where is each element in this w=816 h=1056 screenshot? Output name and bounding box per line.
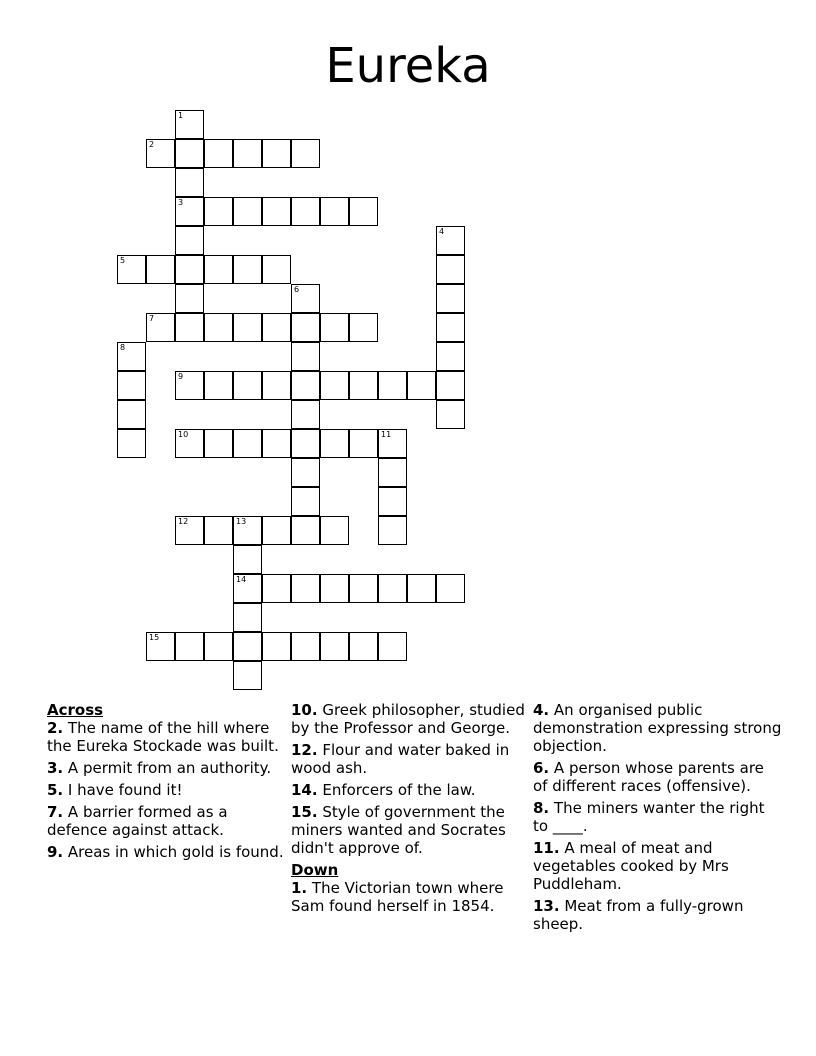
clue-down-13 [533, 897, 783, 933]
clue-text: Enforcers of the law. [317, 781, 476, 799]
grid-cell[interactable] [349, 313, 378, 342]
clue-number: 9. [47, 843, 64, 861]
clue-across-15 [291, 803, 527, 857]
grid-cell[interactable] [175, 313, 204, 342]
grid-cell[interactable] [291, 371, 320, 400]
clue-across-7 [47, 803, 287, 839]
grid-cell[interactable] [291, 429, 320, 458]
clue-number: 14 [236, 575, 247, 584]
clue-number: 14. [291, 781, 318, 799]
grid-cell[interactable] [233, 516, 262, 545]
grid-cell[interactable] [291, 313, 320, 342]
grid-cell[interactable] [349, 574, 378, 603]
grid-cell[interactable] [233, 574, 262, 603]
grid-cell[interactable] [378, 458, 407, 487]
grid-cell[interactable] [262, 516, 291, 545]
grid-cell[interactable] [436, 342, 465, 371]
grid-cell[interactable] [233, 197, 262, 226]
clue-number: 6 [294, 285, 300, 294]
grid-cell[interactable] [378, 371, 407, 400]
grid-cell[interactable] [320, 632, 349, 661]
clue-across-2 [47, 719, 287, 755]
grid-cell[interactable] [291, 487, 320, 516]
clue-text: Style of government the miners wanted and Socrates didn't approve of. [291, 803, 506, 857]
clue-text: A meal of meat and vegetables cooked by Mrs Puddleham. [533, 839, 729, 893]
clue-number: 3 [178, 198, 184, 207]
grid-cell[interactable] [175, 371, 204, 400]
clue-number: 4. [533, 701, 550, 719]
puzzle-title: Eureka [325, 38, 491, 94]
grid-cell[interactable] [262, 574, 291, 603]
clue-number: 12. [291, 741, 318, 759]
clue-across-10 [291, 701, 527, 737]
grid-cell[interactable] [349, 371, 378, 400]
clue-number: 15 [149, 633, 160, 642]
grid-cell[interactable] [291, 284, 320, 313]
grid-cell[interactable] [291, 342, 320, 371]
grid-cell[interactable] [204, 139, 233, 168]
clue-text: Greek philosopher, studied by the Professor and George. [291, 701, 525, 737]
clue-text: The miners wanter the right to ____. [533, 799, 765, 835]
grid-cell[interactable] [233, 371, 262, 400]
grid-cell[interactable] [378, 516, 407, 545]
grid-cell[interactable] [204, 632, 233, 661]
grid-cell[interactable] [320, 313, 349, 342]
grid-cell[interactable] [378, 632, 407, 661]
grid-cell[interactable] [407, 574, 436, 603]
grid-cell[interactable] [436, 313, 465, 342]
clues-column-3 [533, 701, 783, 937]
grid-cell[interactable] [378, 574, 407, 603]
clues-column-2 [291, 701, 527, 919]
clue-text: The Victorian town where Sam found herself in 1854. [291, 879, 504, 915]
grid-cell[interactable] [175, 632, 204, 661]
grid-cell[interactable] [117, 400, 146, 429]
clue-number: 1. [291, 879, 308, 897]
grid-cell[interactable] [117, 342, 146, 371]
clue-text: Meat from a fully-grown sheep. [533, 897, 744, 933]
clue-down-1 [291, 879, 527, 915]
grid-cell[interactable] [204, 516, 233, 545]
grid-cell[interactable] [378, 487, 407, 516]
clue-number: 1 [178, 111, 184, 120]
grid-cell[interactable] [146, 632, 175, 661]
grid-cell[interactable] [117, 255, 146, 284]
grid-cell[interactable] [436, 226, 465, 255]
clue-number: 8. [533, 799, 550, 817]
grid-cell[interactable] [262, 632, 291, 661]
clue-text: A person whose parents are of different races (offensive). [533, 759, 764, 795]
grid-cell[interactable] [117, 371, 146, 400]
grid-cell[interactable] [146, 255, 175, 284]
clue-across-9 [47, 843, 287, 861]
clue-across-5 [47, 781, 287, 799]
clue-text: Areas in which gold is found. [63, 843, 284, 861]
clue-across-3 [47, 759, 287, 777]
grid-cell[interactable] [320, 574, 349, 603]
grid-cell[interactable] [436, 574, 465, 603]
grid-cell[interactable] [407, 371, 436, 400]
clue-text: A barrier formed as a defence against attack. [47, 803, 228, 839]
grid-cell[interactable] [436, 284, 465, 313]
grid-cell[interactable] [291, 458, 320, 487]
grid-cell[interactable] [204, 313, 233, 342]
clue-number: 11. [533, 839, 560, 857]
grid-cell[interactable] [233, 661, 262, 690]
grid-cell[interactable] [291, 632, 320, 661]
clue-number: 5. [47, 781, 64, 799]
grid-cell[interactable] [175, 255, 204, 284]
grid-cell[interactable] [204, 371, 233, 400]
clues-column-1 [47, 701, 287, 865]
clue-across-14 [291, 781, 527, 799]
grid-cell[interactable] [233, 255, 262, 284]
grid-cell[interactable] [146, 139, 175, 168]
clue-number: 4 [439, 227, 445, 236]
clue-down-8 [533, 799, 783, 835]
grid-cell[interactable] [291, 400, 320, 429]
grid-cell[interactable] [175, 284, 204, 313]
grid-cell[interactable] [436, 371, 465, 400]
grid-cell[interactable] [436, 400, 465, 429]
grid-cell[interactable] [175, 429, 204, 458]
grid-cell[interactable] [320, 371, 349, 400]
grid-cell[interactable] [117, 429, 146, 458]
grid-cell[interactable] [262, 313, 291, 342]
grid-cell[interactable] [262, 255, 291, 284]
clue-number: 2 [149, 140, 155, 149]
clue-number: 13 [236, 517, 247, 526]
grid-cell[interactable] [378, 429, 407, 458]
clue-number: 5 [120, 256, 126, 265]
grid-cell[interactable] [349, 197, 378, 226]
clue-down-11 [533, 839, 783, 893]
grid-cell[interactable] [291, 197, 320, 226]
grid-cell[interactable] [204, 255, 233, 284]
clue-number: 12 [178, 517, 189, 526]
clue-number: 13. [533, 897, 560, 915]
grid-cell[interactable] [175, 110, 204, 139]
clue-number: 10. [291, 701, 318, 719]
grid-cell[interactable] [349, 429, 378, 458]
clue-number: 2. [47, 719, 64, 737]
clue-number: 6. [533, 759, 550, 777]
grid-cell[interactable] [146, 313, 175, 342]
clue-number: 10 [178, 430, 189, 439]
grid-cell[interactable] [233, 545, 262, 574]
grid-cell[interactable] [233, 139, 262, 168]
grid-cell[interactable] [233, 603, 262, 632]
grid-cell[interactable] [175, 516, 204, 545]
grid-cell[interactable] [291, 516, 320, 545]
clue-number: 11 [381, 430, 392, 439]
clue-text: An organised public demonstration expressing strong objection. [533, 701, 782, 755]
grid-cell[interactable] [320, 429, 349, 458]
grid-cell[interactable] [233, 429, 262, 458]
clue-number: 8 [120, 343, 126, 352]
clue-number: 9 [178, 372, 184, 381]
grid-cell[interactable] [320, 516, 349, 545]
grid-cell[interactable] [175, 139, 204, 168]
clue-number: 15. [291, 803, 318, 821]
across-heading: Across [47, 701, 104, 719]
clue-number: 7 [149, 314, 155, 323]
clue-text: I have found it! [63, 781, 183, 799]
grid-cell[interactable] [204, 429, 233, 458]
grid-cell[interactable] [262, 139, 291, 168]
clue-text: A permit from an authority. [63, 759, 272, 777]
clue-down-6 [533, 759, 783, 795]
grid-cell[interactable] [175, 197, 204, 226]
clue-text: Flour and water baked in wood ash. [291, 741, 510, 777]
grid-cell[interactable] [291, 139, 320, 168]
grid-cell[interactable] [349, 632, 378, 661]
grid-cell[interactable] [175, 226, 204, 255]
grid-cell[interactable] [291, 574, 320, 603]
down-heading: Down [291, 861, 339, 879]
grid-cell[interactable] [436, 255, 465, 284]
grid-cell[interactable] [320, 197, 349, 226]
clue-down-4 [533, 701, 783, 755]
grid-cell[interactable] [233, 313, 262, 342]
clue-across-12 [291, 741, 527, 777]
clue-number: 3. [47, 759, 64, 777]
clue-number: 7. [47, 803, 64, 821]
grid-cell[interactable] [204, 197, 233, 226]
grid-cell[interactable] [262, 429, 291, 458]
grid-cell[interactable] [233, 632, 262, 661]
clue-text: The name of the hill where the Eureka Stockade was built. [47, 719, 279, 755]
grid-cell[interactable] [262, 371, 291, 400]
grid-cell[interactable] [175, 168, 204, 197]
grid-cell[interactable] [262, 197, 291, 226]
